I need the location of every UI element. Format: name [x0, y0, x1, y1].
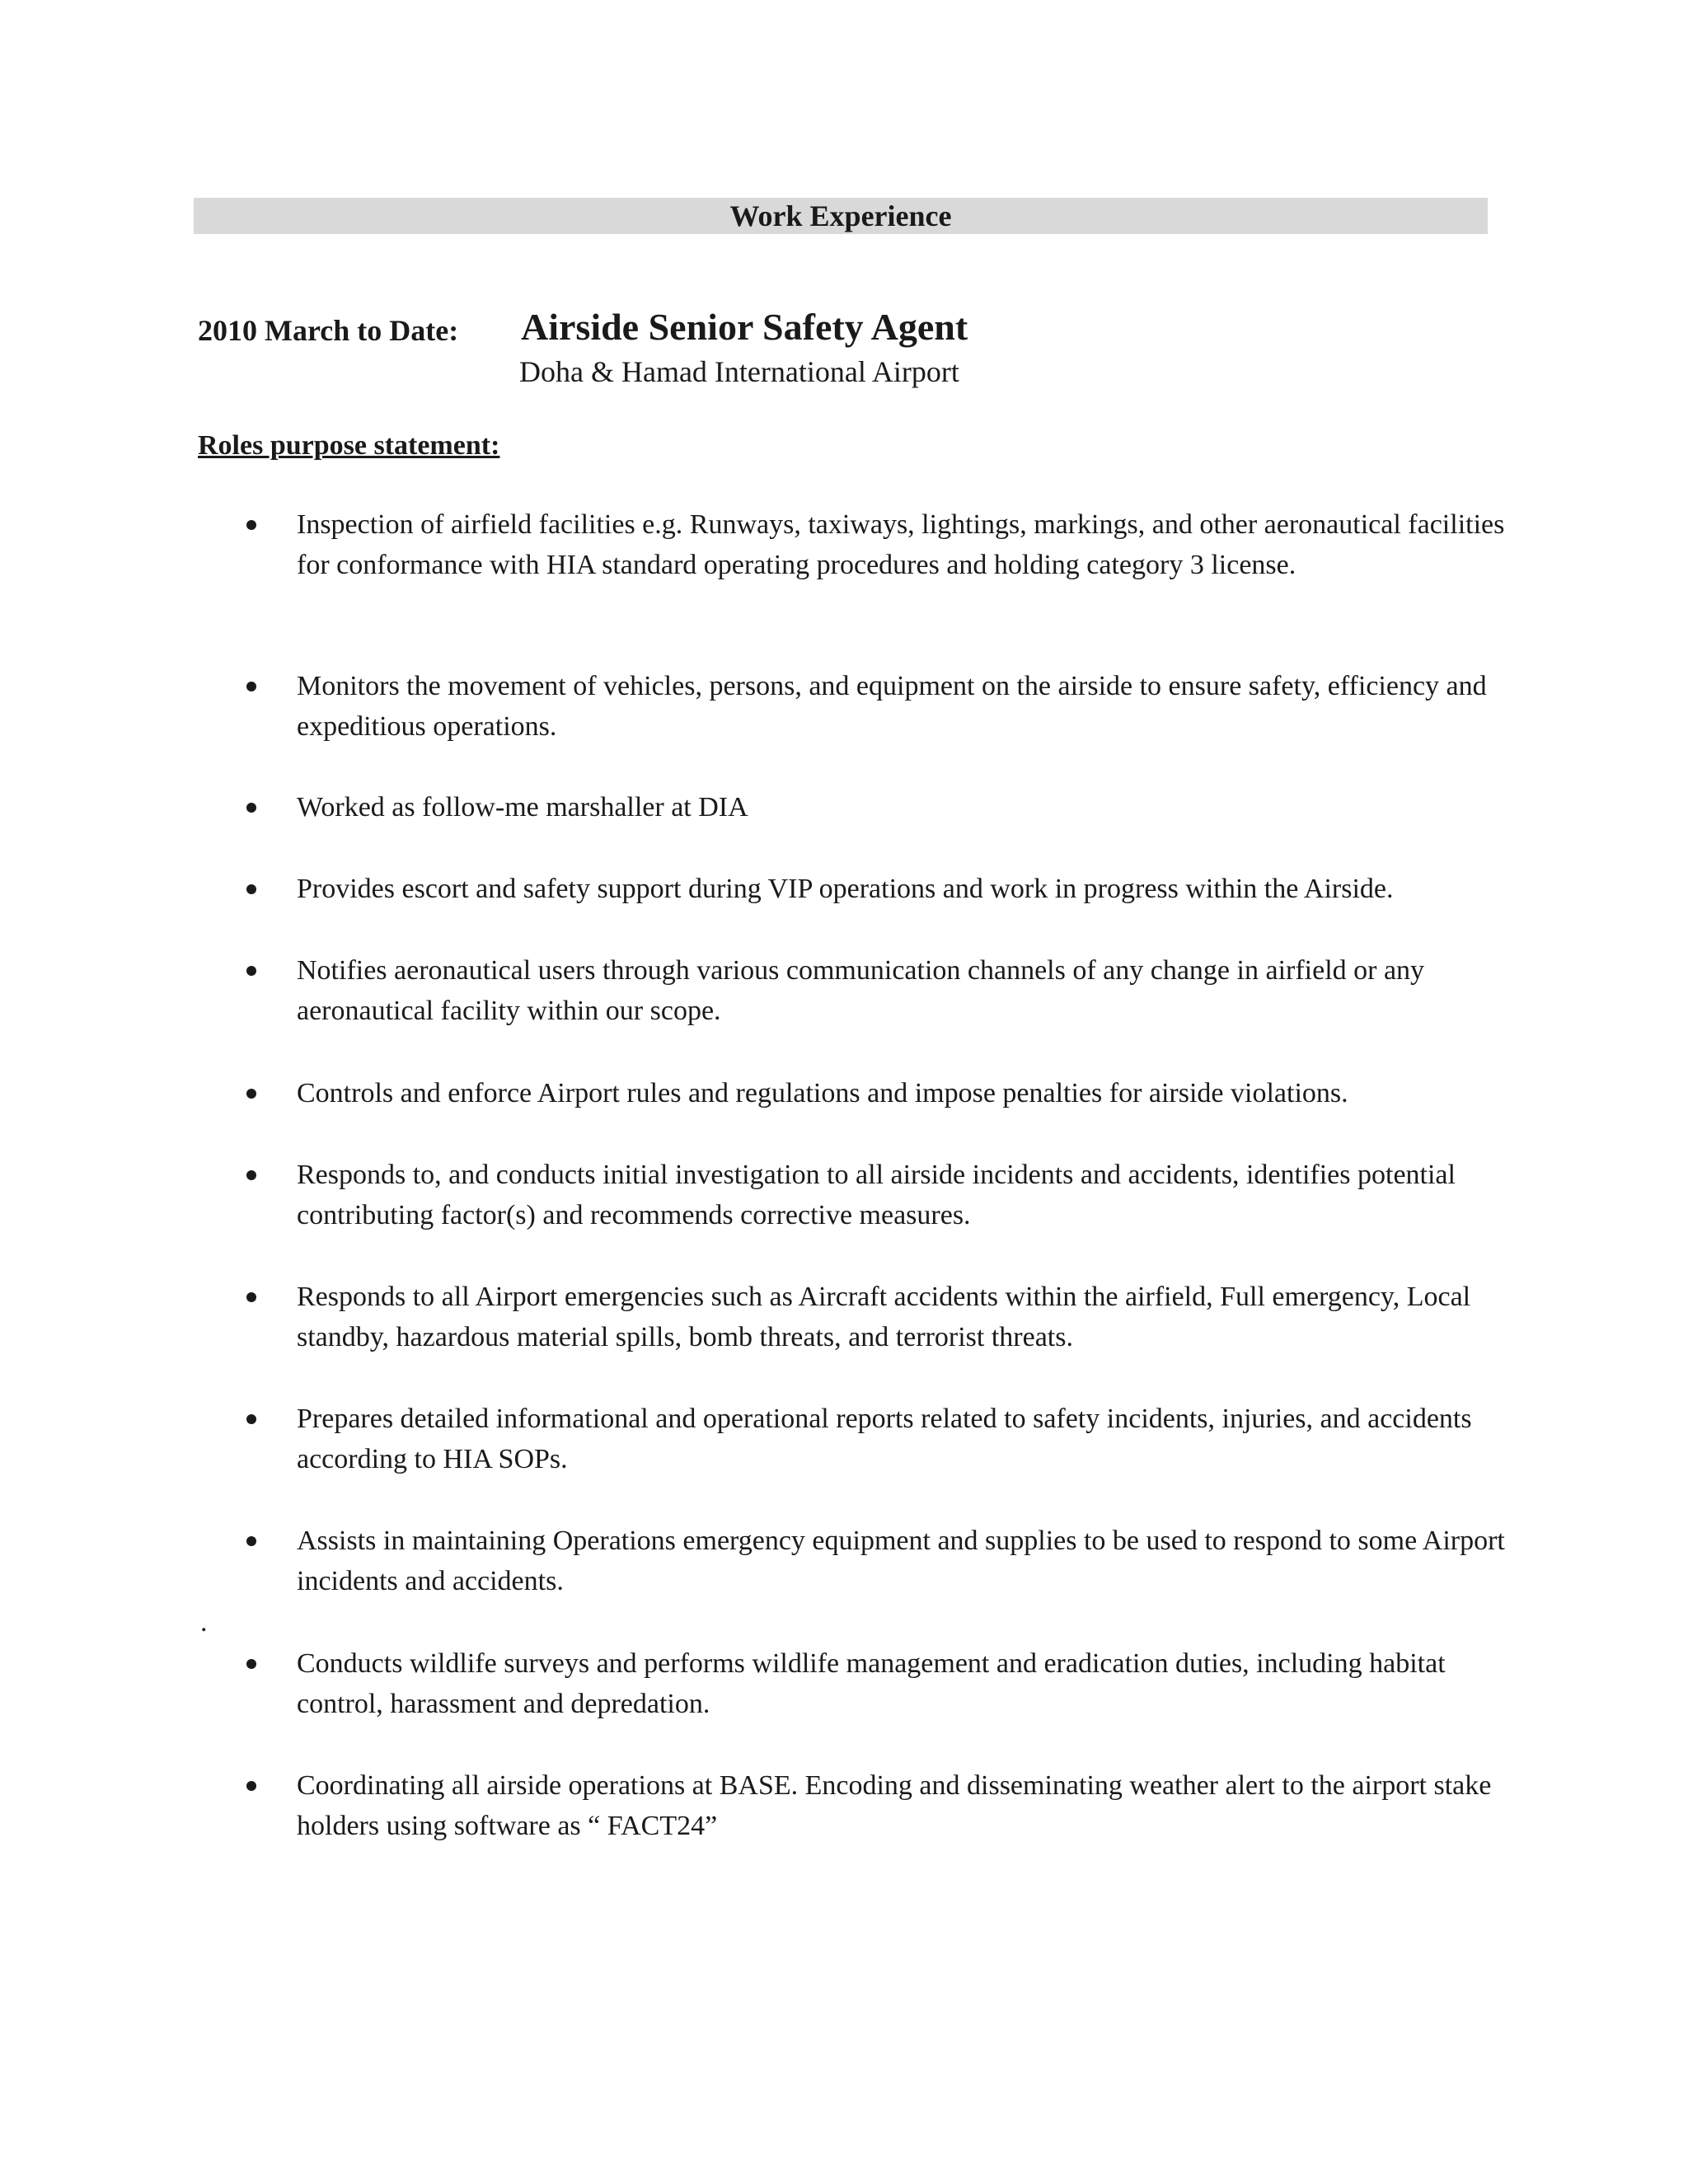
roles-heading: Roles purpose statement: — [198, 430, 500, 461]
bullet-icon — [246, 966, 256, 976]
bullet-icon — [246, 1089, 256, 1099]
list-item-text: Coordinating all airside operations at BASE. Encoding and disseminating weather alert to the airport stake holders using software as “ FACT24” — [297, 1770, 1492, 1841]
section-title: Work Experience — [729, 199, 952, 232]
list-item-text: Prepares detailed informational and operational reports related to safety incidents, injuries, and accidents according to HIA SOPs. — [297, 1404, 1472, 1474]
list-item-text: Assists in maintaining Operations emergency equipment and supplies to be used to respond to some Airport incidents and accidents. — [297, 1526, 1505, 1596]
list-item-text: Worked as follow-me marshaller at DIA — [297, 792, 748, 823]
bullet-icon — [246, 1292, 256, 1302]
job-date: 2010 March to Date: — [198, 314, 459, 347]
bullet-icon — [246, 682, 256, 691]
bullet-icon — [246, 1659, 256, 1669]
bullet-icon — [246, 1536, 256, 1546]
bullet-icon — [246, 884, 256, 894]
list-item-text: Conducts wildlife surveys and performs wildlife management and eradication duties, including habitat control, harassment and depredation. — [297, 1648, 1446, 1719]
list-item-text: Monitors the movement of vehicles, persons, and equipment on the airside to ensure safety, efficiency and expeditious operations. — [297, 671, 1487, 742]
list-item-text: Responds to, and conducts initial investigation to all airside incidents and accidents, identifies potential contributing factor(s) and recommends corrective measures. — [297, 1160, 1456, 1230]
stray-period-mark: . — [200, 1607, 208, 1638]
bullet-icon — [246, 520, 256, 530]
bullet-icon — [246, 1170, 256, 1180]
list-item-text: Notifies aeronautical users through various communication channels of any change in airfield or any aeronautical facility within our scope. — [297, 955, 1425, 1026]
list-item-text: Provides escort and safety support during VIP operations and work in progress within the Airside. — [297, 874, 1394, 904]
list-item-text: Controls and enforce Airport rules and regulations and impose penalties for airside violations. — [297, 1078, 1348, 1108]
job-employer: Doha & Hamad International Airport — [519, 355, 959, 388]
bullet-icon — [246, 1781, 256, 1791]
list-item-text: Responds to all Airport emergencies such as Aircraft accidents within the airfield, Full emergency, Local standby, hazardous material spills, bomb threats, and terrorist threats. — [297, 1282, 1471, 1352]
bullet-icon — [246, 803, 256, 813]
list-item-text: Inspection of airfield facilities e.g. Runways, taxiways, lightings, markings, and other aeronautical facilities for conformance with HIA standard operating procedures and holding category 3 license. — [297, 509, 1505, 580]
bullet-icon — [246, 1414, 256, 1424]
job-title: Airside Senior Safety Agent — [521, 306, 968, 348]
